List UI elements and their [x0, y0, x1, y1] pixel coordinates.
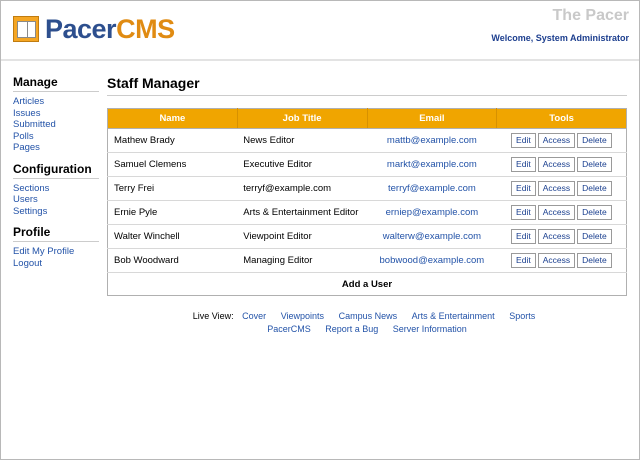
- access-button[interactable]: Access: [538, 229, 575, 244]
- cell-tools: [497, 129, 627, 153]
- footer-link-arts-entertainment[interactable]: Arts & Entertainment: [411, 311, 495, 321]
- column-header-job-title: Job Title: [237, 109, 367, 129]
- sidebar-heading-profile: Profile: [13, 225, 99, 242]
- footer-link-report-a-bug[interactable]: Report a Bug: [325, 324, 379, 334]
- sidebar-item-logout[interactable]: Logout: [13, 257, 43, 269]
- sidebar-item-users[interactable]: Users: [13, 194, 38, 205]
- site-title: The Pacer: [552, 7, 629, 24]
- footer: [107, 310, 627, 336]
- sidebar-item-sections[interactable]: Sections: [13, 182, 50, 194]
- table-row: [108, 129, 627, 153]
- cell-job-title: Viewpoint Editor: [237, 225, 367, 249]
- column-header-name: Name: [108, 109, 238, 129]
- sidebar-item-issues[interactable]: Issues: [13, 107, 41, 119]
- edit-button[interactable]: Edit: [511, 205, 536, 220]
- welcome-label: Welcome,: [491, 33, 534, 43]
- cell-email: [367, 225, 497, 249]
- footer-bottom-links: [107, 323, 627, 336]
- cell-name: Mathew Brady: [108, 129, 238, 153]
- email-link[interactable]: walterw@example.com: [382, 231, 482, 242]
- sidebar-item-submitted[interactable]: Submitted: [13, 119, 56, 130]
- sidebar: [1, 75, 101, 336]
- delete-button[interactable]: Delete: [577, 253, 612, 268]
- cell-name: Samuel Clemens: [108, 153, 238, 177]
- delete-button[interactable]: Delete: [577, 133, 612, 148]
- cell-tools: [497, 225, 627, 249]
- site-header: [1, 1, 639, 59]
- cell-job-title: Arts & Entertainment Editor: [237, 201, 367, 225]
- edit-button[interactable]: Edit: [511, 181, 536, 196]
- cell-name: Walter Winchell: [108, 225, 238, 249]
- sidebar-group-profile: [13, 225, 101, 269]
- cell-name: Terry Frei: [108, 177, 238, 201]
- sidebar-item-articles[interactable]: Articles: [13, 96, 45, 107]
- access-button[interactable]: Access: [538, 133, 575, 148]
- access-button[interactable]: Access: [538, 157, 575, 172]
- sidebar-group-configuration: [13, 162, 101, 218]
- cell-email: [367, 153, 497, 177]
- delete-button[interactable]: Delete: [577, 181, 612, 196]
- sidebar-heading-configuration: Configuration: [13, 162, 99, 179]
- add-user-link[interactable]: Add a User: [341, 278, 393, 290]
- sidebar-item-pages[interactable]: Pages: [13, 142, 40, 153]
- brand[interactable]: [13, 15, 175, 43]
- cell-job-title: Executive Editor: [237, 153, 367, 177]
- cell-email: [367, 249, 497, 273]
- footer-link-sports[interactable]: Sports: [509, 311, 536, 321]
- access-button[interactable]: Access: [538, 253, 575, 268]
- add-user-cell: [108, 273, 627, 296]
- page-title: Staff Manager: [107, 75, 627, 96]
- footer-link-server-information[interactable]: Server Information: [392, 324, 467, 334]
- main-content: [101, 75, 639, 336]
- table-row: [108, 153, 627, 177]
- cell-tools: [497, 249, 627, 273]
- cell-name: Ernie Pyle: [108, 201, 238, 225]
- admin-name[interactable]: System Administrator: [535, 33, 629, 43]
- footer-link-pacercms[interactable]: PacerCMS: [267, 324, 311, 334]
- sidebar-item-polls[interactable]: Polls: [13, 130, 34, 142]
- column-header-tools: Tools: [497, 109, 627, 129]
- add-user-row[interactable]: [108, 273, 627, 296]
- cell-job-title: Managing Editor: [237, 249, 367, 273]
- table-header-row: [108, 109, 627, 129]
- brand-pacer-text: Pacer: [45, 14, 117, 44]
- delete-button[interactable]: Delete: [577, 229, 612, 244]
- footer-link-cover[interactable]: Cover: [242, 311, 267, 321]
- table-row: [108, 177, 627, 201]
- column-header-email: Email: [367, 109, 497, 129]
- cell-job-title: News Editor: [237, 129, 367, 153]
- book-icon: [13, 16, 39, 42]
- sidebar-item-edit-my-profile[interactable]: Edit My Profile: [13, 246, 75, 257]
- footer-live-view: [107, 310, 627, 323]
- table-row: [108, 201, 627, 225]
- access-button[interactable]: Access: [538, 205, 575, 220]
- sidebar-item-settings[interactable]: Settings: [13, 205, 48, 217]
- email-link[interactable]: markt@example.com: [386, 159, 477, 170]
- footer-link-campus-news[interactable]: Campus News: [338, 311, 398, 321]
- brand-cms-text: CMS: [116, 14, 175, 44]
- delete-button[interactable]: Delete: [577, 205, 612, 220]
- email-link[interactable]: mattb@example.com: [386, 135, 477, 146]
- sidebar-group-manage: [13, 75, 101, 154]
- edit-button[interactable]: Edit: [511, 157, 536, 172]
- cell-email: [367, 177, 497, 201]
- sidebar-heading-manage: Manage: [13, 75, 99, 92]
- body: [1, 61, 639, 336]
- cell-name: Bob Woodward: [108, 249, 238, 273]
- welcome-bar: [491, 33, 629, 43]
- cell-email: [367, 201, 497, 225]
- email-link[interactable]: erniep@example.com: [385, 207, 479, 218]
- access-button[interactable]: Access: [538, 181, 575, 196]
- staff-table: [107, 108, 627, 296]
- cell-tools: [497, 153, 627, 177]
- footer-link-viewpoints[interactable]: Viewpoints: [280, 311, 325, 321]
- edit-button[interactable]: Edit: [511, 253, 536, 268]
- table-row: [108, 225, 627, 249]
- cell-email: [367, 129, 497, 153]
- cell-tools: [497, 177, 627, 201]
- table-row: [108, 249, 627, 273]
- edit-button[interactable]: Edit: [511, 229, 536, 244]
- cell-job-title: terryf@example.com: [237, 177, 367, 201]
- edit-button[interactable]: Edit: [511, 133, 536, 148]
- live-view-label: Live View:: [192, 311, 234, 321]
- email-link[interactable]: bobwood@example.com: [379, 255, 485, 266]
- delete-button[interactable]: Delete: [577, 157, 612, 172]
- email-link[interactable]: terryf@example.com: [387, 183, 476, 194]
- cell-tools: [497, 201, 627, 225]
